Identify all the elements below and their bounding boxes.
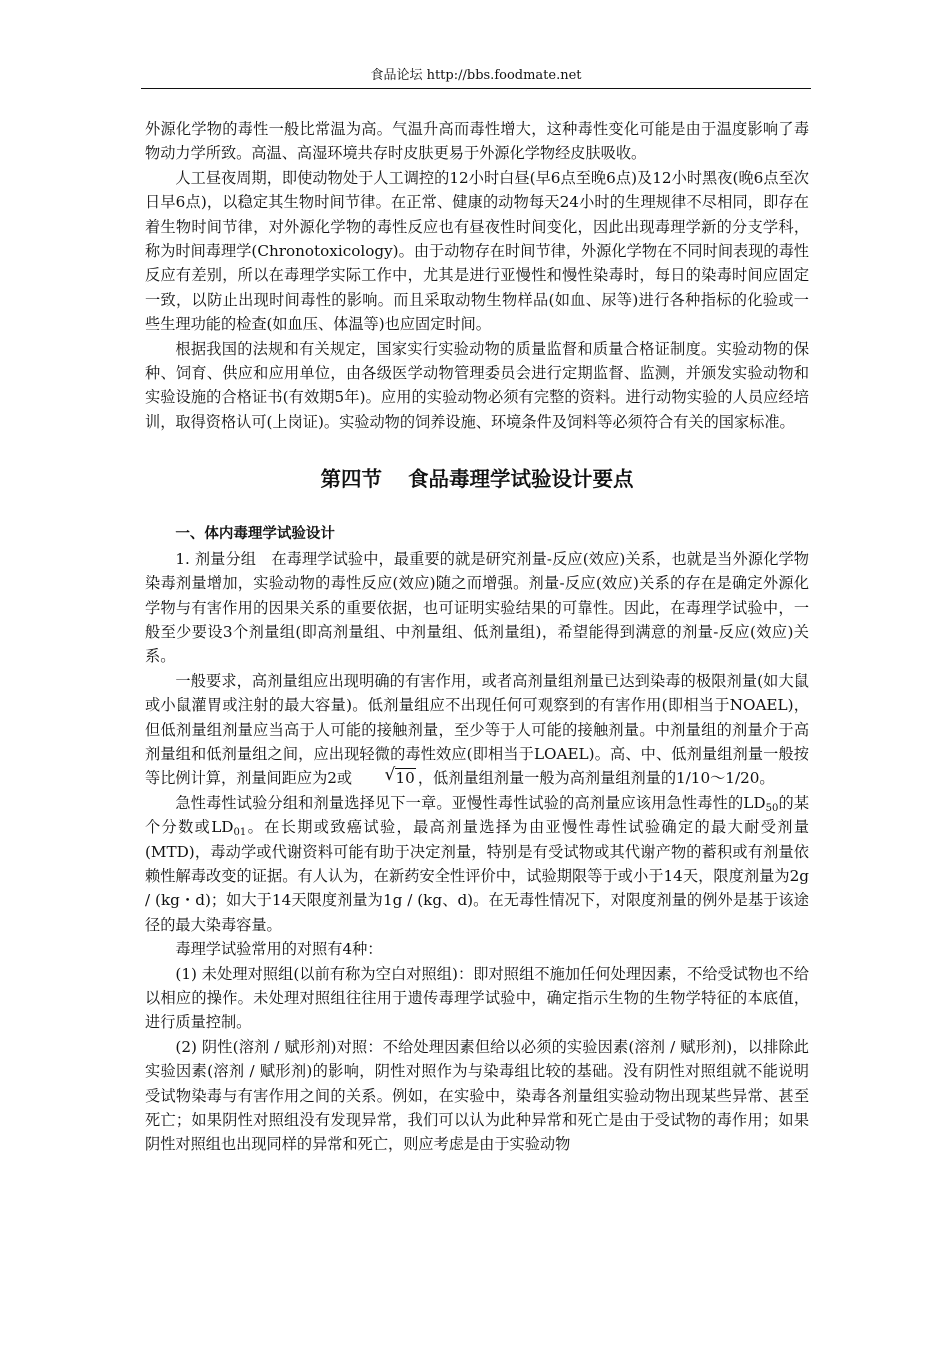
paragraph-2: 人工昼夜周期，即使动物处于人工调控的12小时白昼(早6点至晚6点)及12小时黑夜(晚6点至次日早6点)，以稳定其生物时间节律。在正常、健康的动物每天24小时的生理规律不尽相同，即存在着生物时间节律，对外源化学物的毒性反应也有昼夜性时间变化，因此出现毒理学新的分支学科，称为时间毒理学(Chronotoxicology)。由于动物存在时间节律，外源化学物在不同时间表现的毒性反应有差别，所以在毒理学实际工作中，尤其是进行亚慢性和慢性染毒时，每日的染毒时间应固定一致，以防止出现时间毒性的影响。而且采取动物生物样品(如血、尿等)进行各种指标的化验或一些生理功能的检查(如血压、体温等)也应固定时间。 — [145, 168, 809, 334]
paragraph-3: 根据我国的法规和有关规定，国家实行实验动物的质量监督和质量合格证制度。实验动物的保种、饲育、供应和应用单位，由各级医学动物管理委员会进行定期监督、监测，并颁发实验动物和实验设施的合格证书(有效期5年)。应用的实验动物必须有完整的资料。进行动物实验的人员应经培训，取得资格认可(上岗证)。实验动物的饲养设施、环境条件及饲料等必须符合有关的国家标准。 — [145, 339, 809, 431]
paragraph-8: (1) 未处理对照组(以前有称为空白对照组)：即对照组不施加任何处理因素，不给受试物也不给以相应的操作。未处理对照组往往用于遗传毒理学试验中，确定指示生物的生物学特征的本底值，进行质量控制。 — [145, 964, 809, 1032]
ld50-subscript: 50 — [765, 802, 779, 814]
paragraph-5-part-a: 一般要求，高剂量组应出现明确的有害作用，或者高剂量组剂量已达到染毒的极限剂量(如大鼠或小鼠灌胃或注射的最大容量)。低剂量组应不出现任何可观察到的有害作用(即相当于NOAEL)，但低剂量组剂量应当高于人可能的接触剂量，至少等于人可能的接触剂量。中剂量组的剂量介于高剂量组和低剂量组之间，应出现轻微的毒性效应(即相当于LOAEL)。高、中、低剂量组剂量一般按等比例计算，剂量间距应为2或 — [145, 671, 809, 788]
paragraph-6-part-b: 的某个分数或LD — [145, 793, 810, 837]
paragraph-6 — [145, 791, 809, 937]
paragraph-4: 1. 剂量分组 在毒理学试验中，最重要的就是研究剂量-反应(效应)关系，也就是当外源化学物染毒剂量增加，实验动物的毒性反应(效应)随之而增强。剂量-反应(效应)关系的存在是确定外源化学物与有害作用的因果关系的重要依据，也可证明实验结果的可靠性。因此，在毒理学试验中，一般至少要设3个剂量组(即高剂量组、中剂量组、低剂量组)，希望能得到满意的剂量-反应(效应)关系。 — [145, 549, 809, 666]
section-heading: 食品毒理学试验设计要点 — [408, 467, 634, 492]
paragraph-9: (2) 阴性(溶剂 / 赋形剂)对照：不给处理因素但给以必须的实验因素(溶剂 / 赋形剂)，以排除此实验因素(溶剂 / 赋形剂)的影响，阴性对照作为与染毒组比较的基础。没有阴性对照组就不能说明受试物染毒与有害作用之间的关系。例如，在实验中，染毒各剂量组实验动物出现某些异常、甚至死亡；如果阴性对照组没有发现异常，我们可以认为此种异常和死亡是由于受试物的毒作用；如果阴性对照组也出现同样的异常和死亡，则应考虑是由于实验动物 — [145, 1037, 809, 1154]
page-header: 食品论坛 http://bbs.foodmate.net — [370, 68, 582, 83]
paragraph-7: 毒理学试验常用的对照有4种： — [175, 940, 383, 959]
paragraph-1: 外源化学物的毒性一般比常温为高。气温升高而毒性增大，这种毒性变化可能是由于温度影响了毒物动力学所致。高温、高湿环境共存时皮肤更易于外源化学物经皮肤吸收。 — [145, 120, 809, 163]
paragraph-6-part-c: 。在长期或致癌试验，最高剂量选择为由亚慢性毒性试验确定的最大耐受剂量(MTD)，毒动学或代谢资料可能有助于决定剂量，特别是有受试物或其代谢产物的蓄积或有剂量依赖性解毒改变的证据。有人认为，在新药安全性评价中，试验期限等于或小于14天，限度剂量为2g / (kg・d)；如大于14天限度剂量为1g / (kg、d)。在无毒性情况下，对限度剂量的例外是基于该途径的最大染毒容量。 — [145, 818, 810, 934]
square-root-argument: 10 — [395, 769, 415, 788]
section-number: 第四节 — [320, 467, 382, 492]
subsection-title: 一、体内毒理学试验设计 — [175, 526, 335, 543]
square-root-expression — [354, 766, 416, 790]
section-title — [145, 465, 809, 493]
header-rule — [141, 88, 811, 89]
page-content — [145, 117, 809, 1157]
paragraph-6-part-a: 急性毒性试验分组和剂量选择见下一章。亚慢性毒性试验的高剂量应该用急性毒性的LD — [175, 793, 766, 812]
paragraph-5 — [145, 669, 809, 791]
radical-sign: √ — [384, 765, 396, 786]
subsection-title-line — [145, 521, 809, 546]
ld01-subscript: 01 — [233, 827, 247, 839]
paragraph-5-part-b: ，低剂量组剂量一般为高剂量组剂量的1/10～1/20。 — [417, 769, 775, 788]
